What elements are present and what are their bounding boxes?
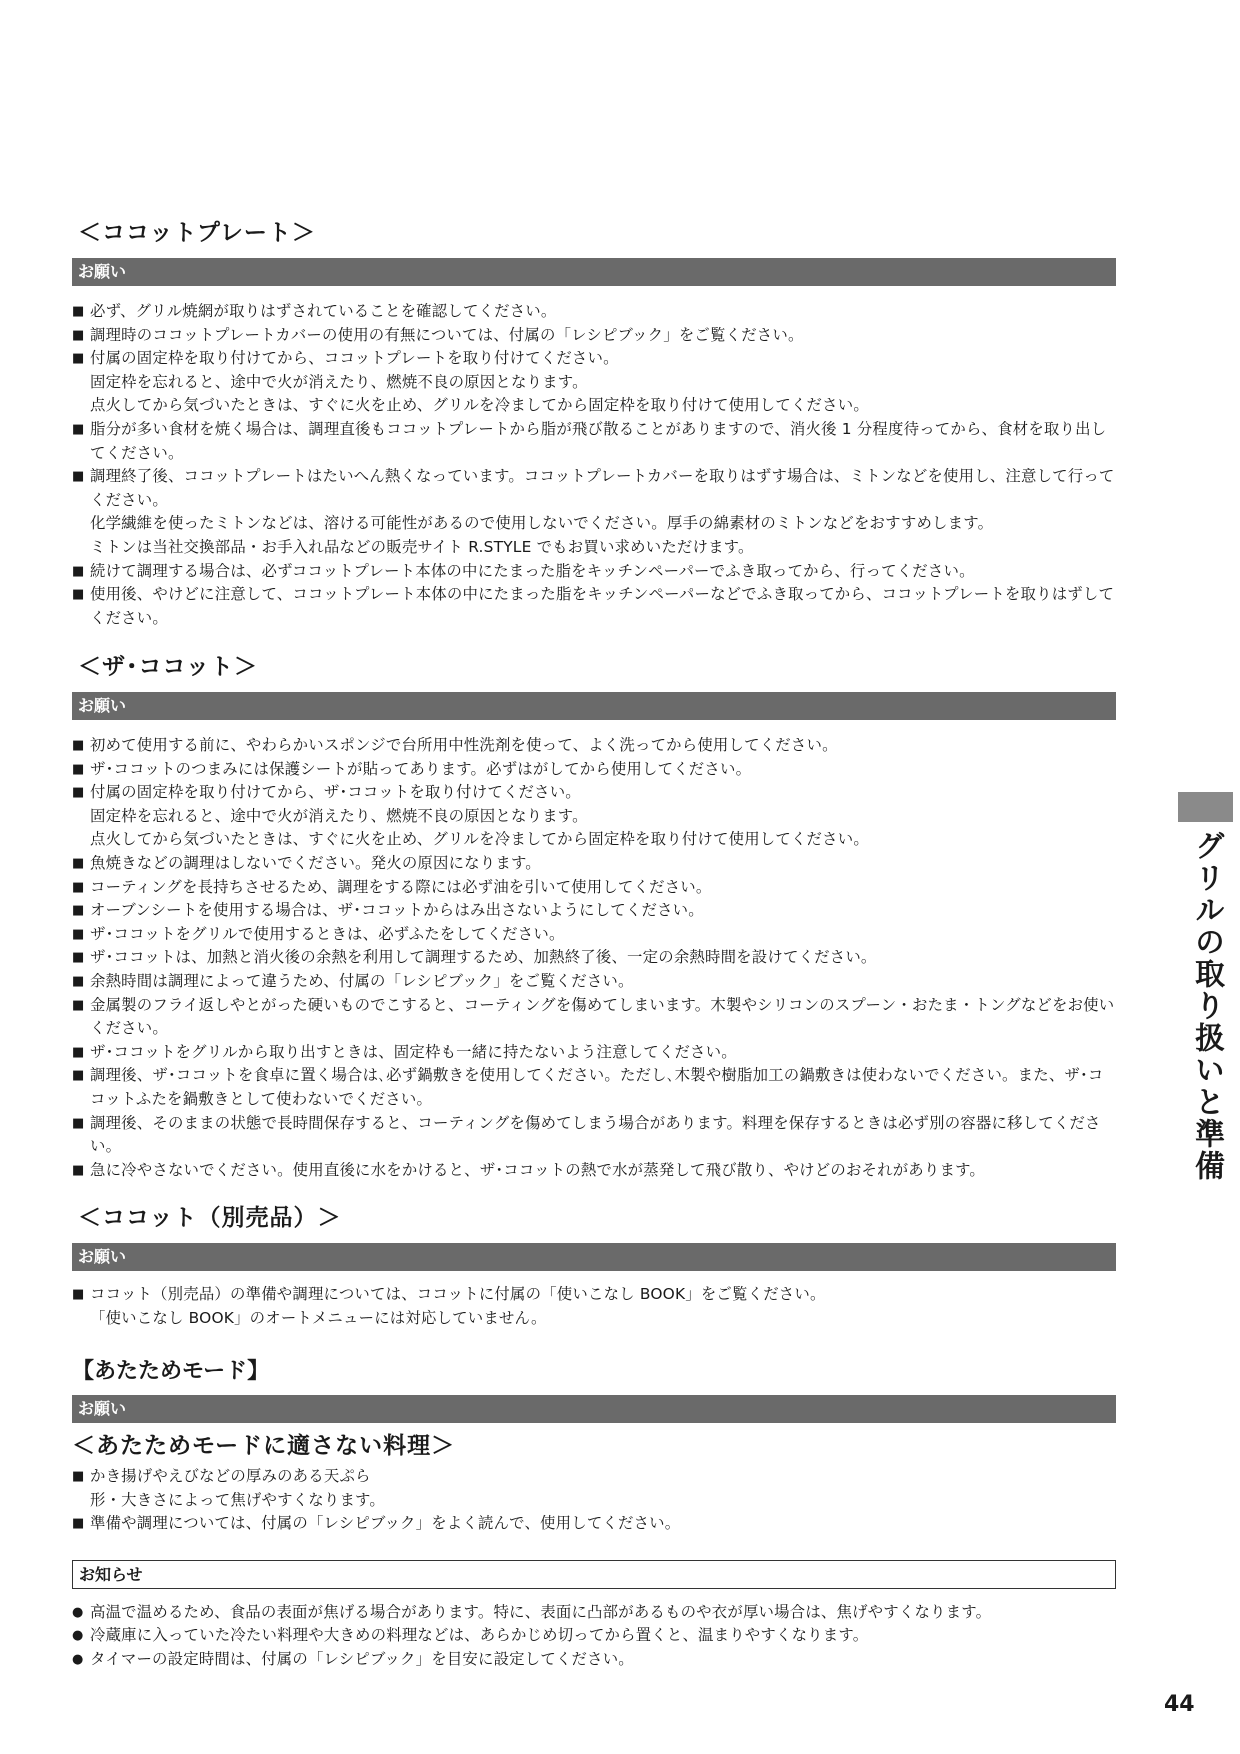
dot-marker: ● [72,1604,84,1620]
notice-bar: お願い [72,1395,1116,1423]
list-item: ■ 余熱時間は調理によって違うため、付属の「レシピブック」をご覧ください。 [72,970,1116,994]
square-marker: ■ [72,1115,85,1131]
square-marker: ■ [72,1044,85,1060]
side-tab-marker [1178,792,1233,822]
list-item: ● 高温で温めるため、食品の表面が焦げる場合があります。特に、表面に凸部があるものや衣が厚い場合は、焦げやすくなります。 [72,1601,1116,1625]
item-list [72,1465,1116,1536]
square-marker: ■ [72,1516,85,1532]
item-list [72,734,1116,1182]
page-number: 44 [1164,1692,1195,1717]
square-marker: ■ [72,950,85,966]
list-item: ■ ザ･ココットをグリルで使用するときは、必ずふたをしてください。 [72,923,1116,947]
info-list [72,1601,1116,1672]
list-item: ■ 脂分が多い食材を焼く場合は、調理直後もココットプレートから脂が飛び散ることがありますので、消火後 1 分程度待ってから、食材を取り出してください。 [72,419,1107,462]
section-the-cocotte [72,652,1116,1182]
list-item: ■ ザ･ココットをグリルから取り出すときは、固定枠も一緒に持たないよう注意してください。 [72,1041,1116,1065]
list-item: ■ 続けて調理する場合は、必ずココットプレート本体の中にたまった脂をキッチンペーパーでふき取ってから、行ってください。 [72,560,1116,584]
square-marker: ■ [72,926,85,942]
list-item: ■ 初めて使用する前に、やわらかいスポンジで台所用中性洗剤を使って、よく洗ってから使用してください。 [72,734,1116,758]
list-item: ■ 調理後、そのままの状態で長時間保存すると、コーティングを傷めてしまう場合があります。料理を保存するときは必ず別の容器に移してください。 [72,1113,1101,1156]
list-item: ● 冷蔵庫に入っていた冷たい料理や大きめの料理などは、あらかじめ切ってから置くと、温まりやすくなります。 [72,1624,1116,1648]
list-item: ■ 付属の固定枠を取り付けてから、ザ･ココットを取り付けてください。 固定枠を忘れると、途中で火が消えたり、燃焼不良の原因となります。 点火してから気づいたときは、すぐに火を止め、グリルを冷ましてから固定枠を取り付けて使用してください。 [72,783,869,849]
square-marker: ■ [72,761,85,777]
section-title: ＜ココット（別売品）＞ [78,1205,342,1231]
list-item: ■ 調理時のココットプレートカバーの使用の有無については、付属の「レシピブック」をご覧ください。 [72,324,1116,348]
square-marker: ■ [72,563,85,579]
list-item: ■ 魚焼きなどの調理はしないでください。発火の原因になります。 [72,852,1116,876]
side-chapter-title: グリルの取り扱いと準備 [1189,830,1224,1182]
section-warm-mode [72,1357,1116,1672]
square-marker: ■ [72,903,85,919]
square-marker: ■ [72,785,85,801]
square-marker: ■ [72,1162,85,1178]
list-item: ■ かき揚げやえびなどの厚みのある天ぷら 形・大きさによって焦げやすくなります。 [72,1467,385,1509]
square-marker: ■ [72,327,85,343]
item-list [72,300,1116,630]
section-title: ＜ザ･ココット＞ [78,654,259,680]
square-marker: ■ [72,879,85,895]
square-marker: ■ [72,351,85,367]
list-item: ■ 使用後、やけどに注意して、ココットプレート本体の中にたまった脂をキッチンペーパーなどでふき取ってから、ココットプレートを取りはずしてください。 [72,585,1115,627]
list-item: ■ 付属の固定枠を取り付けてから、ココットプレートを取り付けてください。 固定枠を忘れると、途中で火が消えたり、燃焼不良の原因となります。 点火してから気づいたときは、すぐに火を止め、グリルを冷ましてから固定枠を取り付けて使用してください。 [72,349,869,415]
square-marker: ■ [72,1469,85,1484]
list-item: ■ オーブンシートを使用する場合は、ザ･ココットからはみ出さないようにしてください。 [72,899,1116,923]
square-marker: ■ [72,1068,85,1084]
square-marker: ■ [72,587,85,603]
notice-bar: お願い [72,692,1116,720]
square-marker: ■ [72,421,85,437]
section-cocotte-optional [72,1203,1116,1330]
notice-bar: お願い [72,258,1116,286]
list-item: ■ ザ･ココットは、加熱と消火後の余熱を利用して調理するため、加熱終了後、一定の余熱時間を設けてください。 [72,946,1116,970]
list-item: ■ コーティングを長持ちさせるため、調理をする際には必ず油を引いて使用してください。 [72,876,1116,900]
list-item: ■ ココット（別売品）の準備や調理については、ココットに付属の「使いこなし BOOK」をご覧ください。 「使いこなし BOOK」のオートメニューには対応していません。 [72,1285,826,1327]
square-marker: ■ [72,855,85,871]
square-marker: ■ [72,973,85,989]
dot-marker: ● [72,1628,84,1644]
square-marker: ■ [72,997,85,1013]
list-item: ■ 調理終了後、ココットプレートはたいへん熱くなっています。ココットプレートカバーを取りはずす場合は、ミトンなどを使用し、注意して行ってください。 化学繊維を使ったミトンなどは、溶ける可能性があるので使用しないでください。厚手の綿素材のミトンなどをおすすめします。 ミトンは当社交換部品・お手入れ品などの販売サイト R.STYLE でもお買い求めいただけます。 [72,467,1115,556]
section-title: ＜ココットプレート＞ [78,220,316,246]
section-cocotte-plate [72,218,1116,630]
list-item: ■ 急に冷やさないでください。使用直後に水をかけると、ザ･ココットの熱で水が蒸発して飛び散り、やけどのおそれがあります。 [72,1159,1116,1183]
list-item: ■ 調理後、ザ･ココットを食卓に置く場合は､必ず鍋敷きを使用してください。ただし､木製や樹脂加工の鍋敷きは使わないでください。また、ザ･ココットふたを鍋敷きとして使わないでください。 [72,1066,1104,1108]
dot-marker: ● [72,1651,84,1667]
square-marker: ■ [72,738,85,753]
list-item: ■ ザ･ココットのつまみには保護シートが貼ってあります。必ずはがしてから使用してください。 [72,758,1116,782]
info-bar: お知らせ [72,1560,1116,1589]
square-marker: ■ [72,304,85,319]
square-marker: ■ [72,1287,85,1302]
list-item: ■ 必ず、グリル焼網が取りはずされていることを確認してください。 [72,300,1116,324]
item-list [72,1283,1116,1330]
list-item: ■ 金属製のフライ返しやとがった硬いものでこすると、コーティングを傷めてしまいます。木製やシリコンのスプーン・おたま・トングなどをお使いください。 [72,995,1115,1038]
list-item: ● タイマーの設定時間は、付属の「レシピブック」を目安に設定してください。 [72,1648,1116,1672]
section-title: 【あたためモード】 [72,1359,270,1384]
square-marker: ■ [72,469,85,485]
list-item: ■ 準備や調理については、付属の「レシピブック」をよく読んで、使用してください。 [72,1512,1116,1536]
notice-bar: お願い [72,1243,1116,1271]
subsection-title: ＜あたためモードに適さない料理＞ [72,1433,456,1459]
